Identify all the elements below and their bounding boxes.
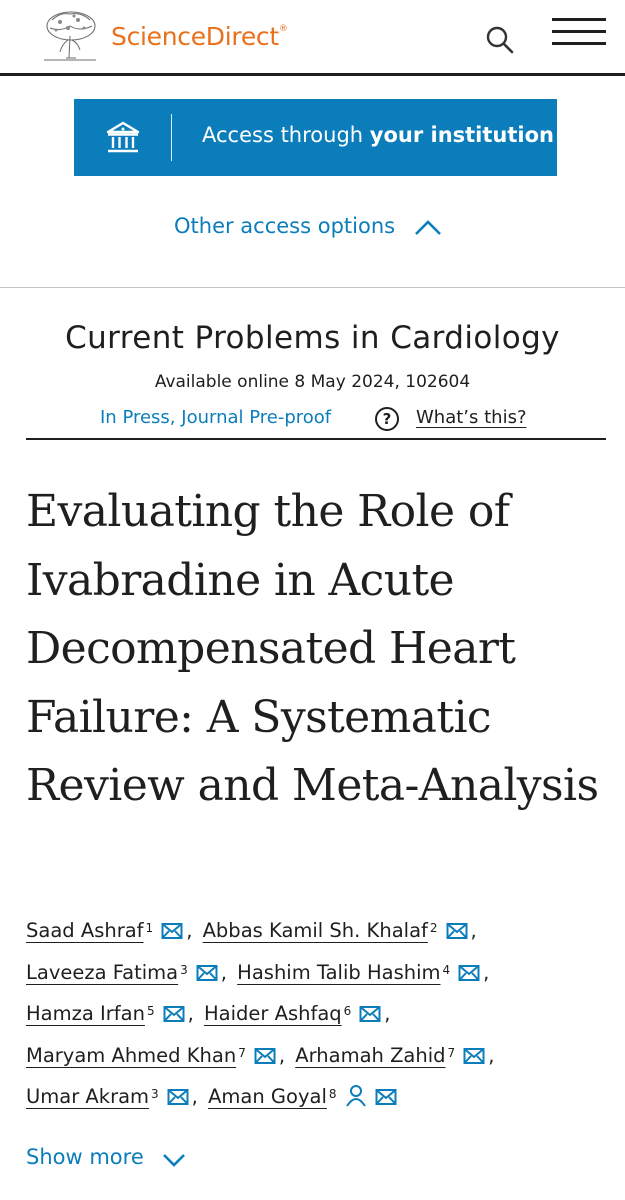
journal-name[interactable]: Current Problems in Cardiology bbox=[65, 320, 560, 356]
email-icon[interactable] bbox=[463, 1038, 485, 1056]
author-separator: , bbox=[384, 1002, 391, 1025]
affiliation-marker[interactable]: 7 bbox=[238, 1045, 246, 1060]
email-icon[interactable] bbox=[167, 1079, 189, 1097]
author-separator: , bbox=[470, 919, 477, 942]
affiliation-marker[interactable]: 2 bbox=[429, 921, 438, 935]
access-divider bbox=[171, 114, 172, 161]
institution-icon bbox=[104, 119, 142, 157]
author-name-link[interactable]: Laveeza Fatima bbox=[26, 960, 179, 984]
whats-this-link[interactable]: What’s this? bbox=[416, 407, 527, 428]
access-through-institution-button[interactable] bbox=[74, 99, 557, 176]
author-item bbox=[26, 1002, 198, 1025]
author-separator: , bbox=[186, 919, 193, 942]
registered-mark: ® bbox=[278, 24, 288, 34]
help-question-icon[interactable]: ? bbox=[375, 407, 399, 431]
author-separator: , bbox=[187, 1002, 194, 1025]
access-label-prefix: Access through bbox=[202, 123, 370, 147]
email-icon[interactable] bbox=[375, 1079, 397, 1097]
email-icon[interactable] bbox=[458, 955, 480, 973]
author-item bbox=[204, 1002, 395, 1025]
affiliation-marker[interactable]: 3 bbox=[180, 962, 188, 977]
author-separator: , bbox=[483, 960, 490, 984]
in-press-link[interactable]: In Press, Journal Pre-proof bbox=[100, 407, 332, 428]
author-name-link[interactable]: Arhamah Zahid bbox=[295, 1043, 446, 1067]
author-item bbox=[26, 919, 196, 942]
access-label bbox=[202, 123, 554, 147]
journal-divider bbox=[26, 438, 606, 440]
affiliation-marker[interactable]: 7 bbox=[447, 1045, 456, 1060]
chevron-down-icon[interactable] bbox=[162, 1152, 186, 1168]
brand-name[interactable] bbox=[111, 22, 288, 51]
author-item bbox=[203, 919, 481, 942]
brand-text: ScienceDirect bbox=[111, 22, 279, 51]
affiliation-marker[interactable]: 1 bbox=[145, 921, 154, 935]
affiliation-marker[interactable]: 3 bbox=[151, 1087, 159, 1101]
author-list bbox=[26, 910, 611, 1118]
elsevier-tree-logo[interactable] bbox=[38, 10, 102, 64]
author-item bbox=[26, 1085, 202, 1108]
author-name-link[interactable]: Hamza Irfan bbox=[26, 1002, 145, 1025]
affiliation-marker[interactable]: 5 bbox=[146, 1004, 155, 1018]
author-name-link[interactable]: Umar Akram bbox=[26, 1085, 150, 1108]
availability-date: Available online 8 May 2024, 102604 bbox=[154, 372, 471, 392]
author-item bbox=[26, 1044, 289, 1067]
other-access-options-link[interactable]: Other access options bbox=[174, 214, 396, 238]
author-item bbox=[26, 961, 231, 984]
article-title: Evaluating the Role of Ivabradine in Acute Decompensated Heart Failure: A Systematic Review and Meta-Analysis bbox=[26, 486, 599, 811]
affiliation-marker[interactable]: 8 bbox=[328, 1087, 337, 1101]
hamburger-menu-icon[interactable] bbox=[552, 18, 606, 50]
access-label-bold: your institution bbox=[369, 123, 554, 147]
email-icon[interactable] bbox=[359, 996, 381, 1014]
site-header bbox=[0, 0, 625, 76]
affiliation-marker[interactable]: 4 bbox=[442, 962, 451, 977]
author-separator: , bbox=[278, 1043, 286, 1067]
section-divider bbox=[0, 287, 625, 288]
affiliation-marker[interactable]: 6 bbox=[343, 1004, 352, 1018]
show-more-button[interactable]: Show more bbox=[26, 1145, 144, 1169]
author-separator: , bbox=[220, 960, 227, 984]
search-icon[interactable] bbox=[484, 24, 516, 56]
author-name-link[interactable]: Aman Goyal bbox=[208, 1085, 327, 1108]
author-name-link[interactable]: Haider Ashfaq bbox=[203, 1002, 342, 1025]
email-icon[interactable] bbox=[446, 913, 468, 931]
author-name-link[interactable]: Saad Ashraf bbox=[26, 919, 144, 942]
author-name-link[interactable]: Maryam Ahmed Khan bbox=[26, 1043, 237, 1067]
email-icon[interactable] bbox=[161, 913, 183, 931]
author-name-link[interactable]: Hashim Talib Hashim bbox=[237, 960, 441, 984]
author-separator: , bbox=[191, 1085, 198, 1108]
chevron-up-icon[interactable] bbox=[414, 219, 442, 237]
corresponding-author-icon[interactable] bbox=[345, 1081, 367, 1105]
author-name-link[interactable]: Abbas Kamil Sh. Khalaf bbox=[202, 919, 428, 942]
email-icon[interactable] bbox=[163, 996, 185, 1014]
author-separator: , bbox=[488, 1043, 495, 1067]
email-icon[interactable] bbox=[254, 1038, 276, 1056]
email-icon[interactable] bbox=[196, 955, 218, 973]
author-item bbox=[295, 1044, 498, 1067]
author-item bbox=[237, 961, 493, 984]
author-item bbox=[208, 1085, 396, 1108]
